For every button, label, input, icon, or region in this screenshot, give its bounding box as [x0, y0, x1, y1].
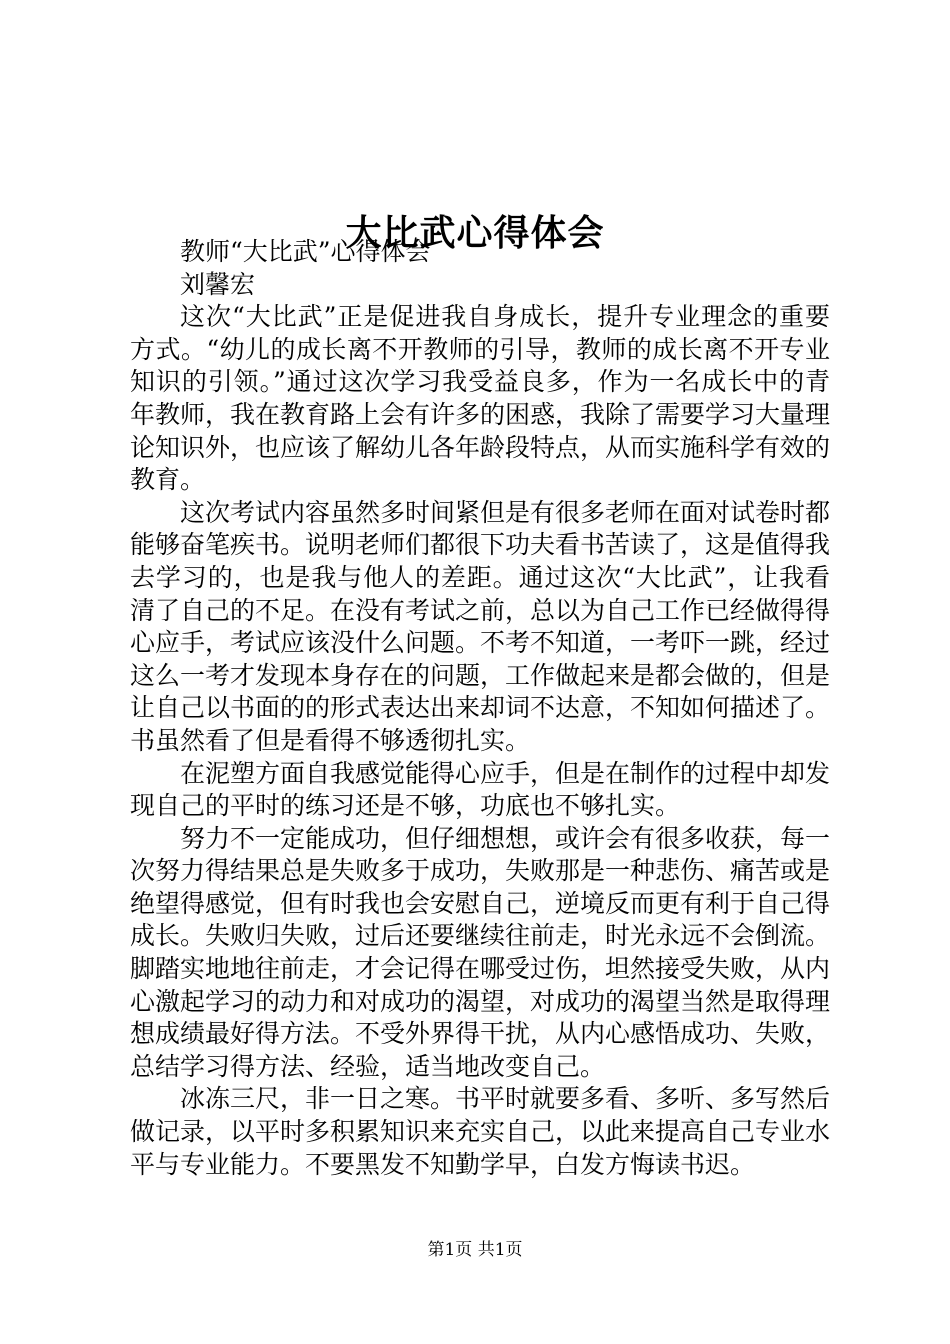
body-paragraph: 努力不一定能成功，但仔细想想，或许会有很多收获，每一次努力得结果总是失败多于成功，失败那是一种悲伤、痛苦或是绝望得感觉，但有时我也会安慰自己，逆境反而更有利于自己得成长。失败归失败，过后还要继续往前走，时光永远不会倒流。脚踏实地地往前走，才会记得在哪受过伤，坦然接受失败，从内心激起学习的动力和对成功的渴望，对成功的渴望当然是取得理想成绩最好得方法。不受外界得干扰，从内心感悟成功、失败，总结学习得方法、经验，适当地改变自己。 — [130, 823, 831, 1081]
body-paragraph: 在泥塑方面自我感觉能得心应手，但是在制作的过程中却发现自己的平时的练习还是不够，功底也不够扎实。 — [130, 758, 831, 821]
page-number-total: 共1页 — [477, 1240, 523, 1260]
document-title: 大比武心得体会 — [345, 212, 605, 255]
subtitle-paragraph: 教师“大比武”心得体会 — [180, 237, 431, 266]
document-body — [130, 236, 830, 1181]
body-paragraph: 这次考试内容虽然多时间紧但是有很多老师在面对试卷时都能够奋笔疾书。说明老师们都很下功夫看书苦读了，这是值得我去学习的，也是我与他人的差距。通过这次“大比武”，让我看清了自己的不足。在没有考试之前，总以为自己工作已经做得得心应手，考试应该没什么问题。不考不知道，一考吓一跳，经过这么一考才发现本身存在的问题，工作做起来是都会做的，但是让自己以书面的的形式表达出来却词不达意，不知如何描述了。书虽然看了但是看得不够透彻扎实。 — [130, 497, 831, 755]
body-paragraph: 这次“大比武”正是促进我自身成长，提升专业理念的重要方式。“幼儿的成长离不开教师的引导，教师的成长离不开专业知识的引领。”通过这次学习我受益良多，作为一名成长中的青年教师，我在教育路上会有许多的困惑，我除了需要学习大量理论知识外，也应该了解幼儿各年龄段特点，从而实施科学有效的教育。 — [130, 302, 831, 495]
page-number-current: 第1页 — [427, 1240, 473, 1260]
page-footer — [0, 1238, 950, 1262]
author-paragraph: 刘馨宏 — [180, 269, 256, 299]
body-paragraph: 冰冻三尺，非一日之寒。书平时就要多看、多听、多写然后做记录，以平时多积累知识来充实自己，以此来提高自己专业水平与专业能力。不要黑发不知勤学早，白发方悔读书迟。 — [130, 1084, 831, 1179]
